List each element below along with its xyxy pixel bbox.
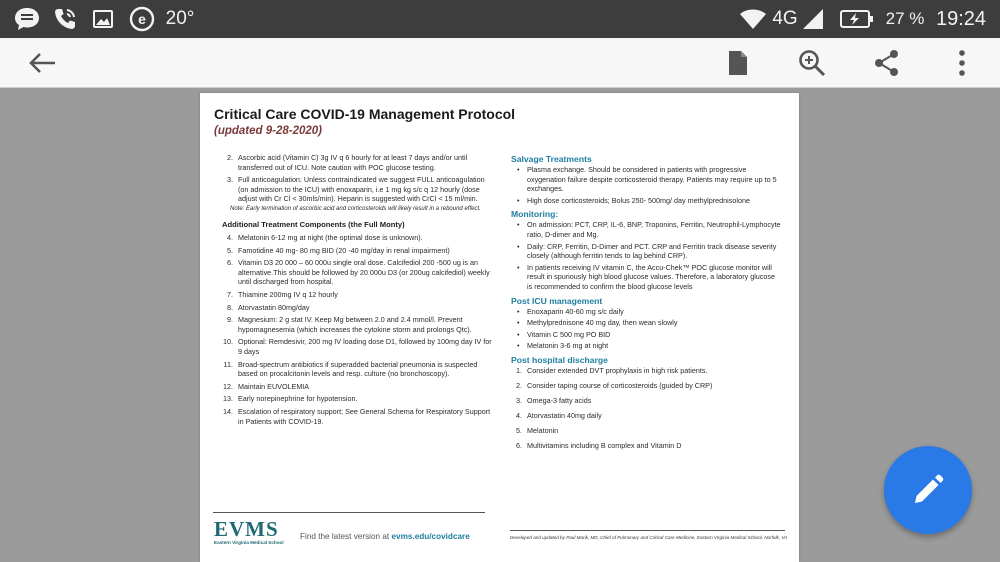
item-text: Vitamin D3 20 000 – 60 000u single oral dose. Calcifediol 200 -500 ug is an alternative.This should be followed by 20 000u D3 (or 200ug calcifediol) weekly until discharged from hospital.: [238, 258, 490, 287]
item-number: 7.: [227, 290, 233, 300]
item-number: 5.: [516, 426, 522, 436]
item-number: 3.: [516, 396, 522, 406]
share-icon[interactable]: [865, 38, 909, 88]
section-heading-additional: Additional Treatment Components (the Full Monty): [222, 220, 405, 230]
item-number: 6.: [227, 258, 233, 268]
item-number: 5.: [227, 245, 233, 255]
list-item: [511, 426, 781, 436]
left-column: [222, 153, 492, 426]
item-number: 10.: [223, 337, 233, 347]
bullet-dot: •: [517, 341, 520, 351]
item-text: Famotidine 40 mg- 80 mg BID (20 -40 mg/day in renal impairment): [238, 245, 450, 255]
item-number: 12.: [223, 381, 233, 391]
list-item: [222, 394, 492, 404]
logo-wordmark: EVMS: [214, 517, 279, 541]
evms-logo: [214, 518, 290, 546]
section-heading-post-icu: Post ICU management: [511, 295, 603, 306]
item-number: 4.: [516, 411, 522, 421]
item-number: 2.: [227, 153, 233, 162]
list-item: [222, 258, 492, 287]
list-item: [511, 366, 781, 376]
list-item: [222, 337, 492, 356]
list-item: [222, 407, 492, 426]
list-item: [222, 153, 492, 172]
item-text: Atorvastatin 80mg/day: [238, 302, 310, 312]
bullet-text: In patients receiving IV vitamin C, the Accu-Chek™ POC glucose monitor will result in spuriously high blood glucose values. Therefore, a laboratory glucose is recommended to confirm the blood glucose levels: [527, 262, 775, 291]
footer-divider: [213, 512, 485, 513]
item-number: 8.: [227, 302, 233, 312]
item-number: 2.: [516, 381, 522, 390]
find-latest-text: [300, 532, 470, 541]
bullet-text: Daily: CRP, Ferritin, D-Dimer and PCT. CRP and Ferritin track disease severity closely (although ferritin tends to lag behind CRP).: [527, 241, 777, 261]
covidcare-link[interactable]: evms.edu/covidcare: [391, 532, 470, 541]
bullet-dot: •: [517, 165, 520, 174]
app-bar: [0, 38, 1000, 88]
item-text: Melatonin: [527, 426, 559, 436]
item-number: 13.: [223, 394, 233, 404]
file-icon[interactable]: [716, 38, 760, 88]
status-bar: [0, 0, 1000, 38]
bullet-text: Melatonin 3-6 mg at night: [527, 341, 609, 351]
more-vert-icon[interactable]: [940, 38, 984, 88]
temperature: 20°: [165, 8, 195, 29]
item-text: Multivitamins including B complex and Vitamin D: [527, 441, 682, 451]
item-text: Consider extended DVT prophylaxis in high risk patients.: [527, 365, 708, 375]
item-text: Melatonin 6-12 mg at night (the optimal dose is unknown).: [238, 233, 423, 243]
e-app-icon: [127, 0, 157, 38]
item-text: Optional: Remdesivir, 200 mg IV loading dose D1, followed by 100mg day IV for 9 days: [238, 337, 492, 356]
bullet-item: [517, 330, 781, 340]
bullet-item: [517, 341, 781, 351]
bullet-item: [517, 196, 781, 206]
search-zoom-icon[interactable]: [790, 38, 834, 88]
item-text: Broad-spectrum antibiotics if superadded bacterial pneumonia is suspected based on procalcitonin levels and resp. culture (no bronchoscopy).: [238, 359, 478, 379]
item-text: Full anticoagulation: Unless contraindicated we suggest FULL anticoagulation (on admission to the ICU) with enoxaparin, i.e 1 mg kg s/c q 12 hourly (dose adjust with Cr Cl < 30mls/min). Heparin is suggested with CrCl < 15 ml/min.: [238, 175, 485, 204]
document-subtitle: (updated 9-28-2020): [214, 125, 323, 137]
list-item: [511, 396, 781, 406]
list-item: [511, 441, 781, 451]
bullet-item: [517, 307, 781, 317]
back-arrow-icon[interactable]: [20, 38, 64, 88]
item-text: Escalation of respiratory support; See General Schema for Respiratory Support in Patients with COVID-19.: [238, 406, 491, 426]
list-item: [222, 246, 492, 256]
item-number: 11.: [223, 359, 233, 369]
item-text: Magnesium: 2 g stat IV. Keep Mg between 2.0 and 2.4 mmol/l. Prevent hypomagnesemia (which increases the cytokine storm and prolongs Qtc).: [238, 315, 472, 334]
list-item: [222, 175, 492, 204]
item-number: 6.: [516, 441, 522, 451]
bullet-dot: •: [517, 318, 520, 328]
bullet-dot: •: [517, 262, 520, 272]
list-item: [222, 315, 492, 334]
battery-percent: 27 %: [885, 9, 925, 28]
list-item: [222, 290, 492, 300]
edit-fab-button[interactable]: [884, 446, 972, 534]
bullet-item: [517, 220, 781, 239]
bullet-text: High dose corticosteroids; Bolus 250- 500mg/ day methylprednisolone: [527, 195, 750, 205]
item-number: 9.: [227, 315, 233, 325]
bullet-dot: •: [517, 195, 520, 205]
chat-icon: [10, 0, 44, 38]
network-type: 4G: [772, 8, 798, 29]
item-text: Ascorbic acid (Vitamin C) 3g IV q 6 hourly for at least 7 days and/or until transferred out of ICU. Note caution with POC glucose testing.: [238, 153, 468, 172]
item-number: 4.: [227, 233, 233, 243]
item-number: 1.: [516, 365, 522, 375]
bullet-item: [517, 242, 781, 261]
bullet-dot: •: [517, 306, 520, 316]
item-text: Thiamine 200mg IV q 12 hourly: [238, 290, 338, 300]
document-title: Critical Care COVID-19 Management Protocol: [214, 106, 516, 122]
item-text: Early norepinephrine for hypotension.: [238, 394, 358, 404]
logo-subtitle: Eastern Virginia Medical School: [214, 540, 284, 545]
note-text: Note: Early termination of ascorbic acid and corticosteroids will likely result in a rebound effect.: [230, 205, 481, 212]
item-text: Maintain EUVOLEMIA: [238, 381, 310, 391]
list-item: [511, 381, 781, 391]
item-text: Consider taping course of corticosteroids (guided by CRP): [527, 381, 713, 390]
bullet-item: [517, 165, 781, 194]
footer-divider: [510, 530, 785, 531]
battery-icon: [838, 0, 876, 38]
clock: 19:24: [935, 7, 987, 30]
list-item: [222, 233, 492, 243]
svg-text:e: e: [138, 11, 146, 27]
section-heading-salvage: Salvage Treatments: [511, 154, 592, 164]
bullet-dot: •: [517, 329, 520, 339]
list-item: [222, 382, 492, 392]
item-text: Atorvastatin 40mg daily: [527, 411, 602, 421]
bullet-text: Plasma exchange. Should be considered in patients with progressive oxygenation failure despite corticosteroid therapy. Patients may require up to 5 exchanges.: [527, 165, 777, 194]
bullet-text: Enoxaparin 40-60 mg s/c daily: [527, 306, 624, 316]
bullet-text: Vitamin C 500 mg PO BID: [527, 329, 611, 339]
bullet-text: On admission: PCT, CRP, IL-6, BNP, Troponins, Ferritin, Neutrophil-Lymphocyte ratio, D-dimer and Mg.: [527, 220, 781, 239]
item-text: Omega-3 fatty acids: [527, 396, 592, 406]
item-number: 14.: [223, 406, 233, 416]
wifi-call-icon: [50, 0, 80, 38]
find-latest-label: Find the latest version at: [300, 532, 390, 541]
bullet-item: [517, 318, 781, 328]
bullet-item: [517, 263, 781, 292]
bullet-dot: •: [517, 220, 520, 230]
signal-icon: [800, 0, 826, 38]
section-heading-monitoring: Monitoring:: [511, 209, 559, 220]
list-item: [511, 411, 781, 421]
right-column: [511, 154, 781, 451]
bullet-text: Methylprednisone 40 mg day, then wean slowly: [527, 318, 678, 328]
pdf-page[interactable]: [200, 93, 799, 562]
wifi-icon: [738, 0, 768, 38]
image-icon: [90, 0, 116, 38]
list-item: [222, 360, 492, 379]
item-number: 3.: [227, 175, 233, 185]
bullet-dot: •: [517, 241, 520, 251]
list-item: [222, 303, 492, 313]
author-credit: Developed and updated by Paul Marik, MD, Chief of Pulmonary and Critical Care Medicine, Eastern Virginia Medical School, Norfolk, VA: [510, 535, 788, 540]
edit-pencil-icon: [911, 473, 945, 507]
section-heading-post-hospital: Post hospital discharge: [511, 354, 608, 365]
